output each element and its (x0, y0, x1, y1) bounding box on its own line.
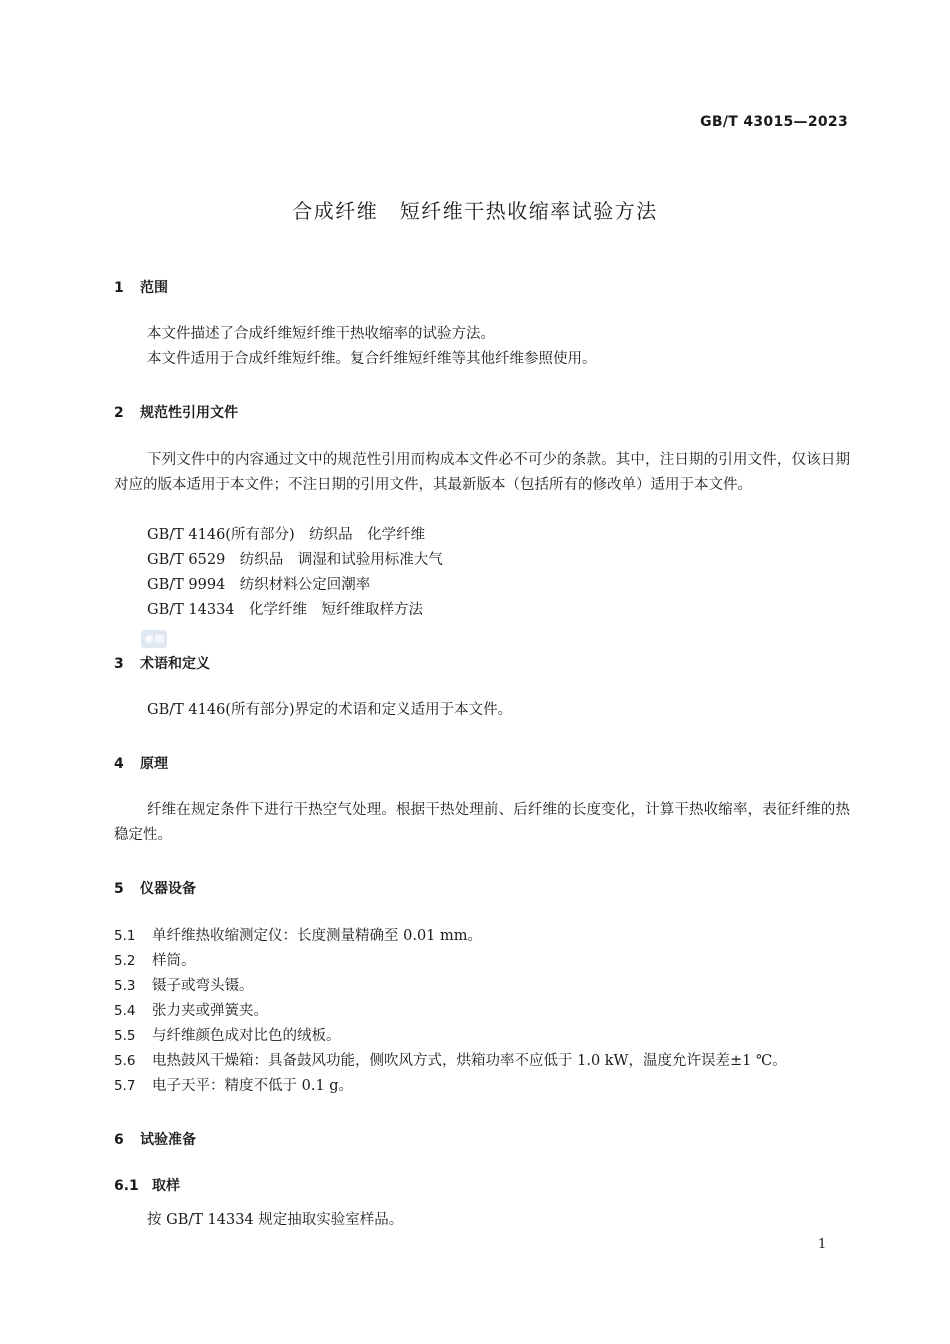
item-text: 张力夹或弹簧夹。 (152, 1003, 268, 1019)
item-number: 5.4 (114, 1003, 136, 1019)
standard-code: GB/T 43015—2023 (700, 114, 848, 130)
subsection-6-1-heading (114, 1175, 180, 1195)
scope-paragraph-1: 本文件描述了合成纤维短纤维干热收缩率的试验方法。 (147, 326, 495, 342)
item-text: 镊子或弯头镊。 (152, 978, 254, 994)
terms-paragraph: GB/T 4146(所有部分)界定的术语和定义适用于本文件。 (147, 702, 513, 718)
section-title: 试验准备 (140, 1132, 196, 1148)
subsection-number: 6.1 (114, 1178, 139, 1194)
item-number: 5.6 (114, 1053, 136, 1069)
section-number: 4 (114, 756, 124, 772)
reference-item: GB/T 4146(所有部分) 纺织品 化学纤维 (147, 527, 426, 543)
item-number: 5.7 (114, 1078, 136, 1094)
section-number: 3 (114, 656, 124, 672)
section-number: 2 (114, 405, 124, 421)
item-number: 5.1 (114, 928, 136, 944)
section-6-heading (114, 1129, 196, 1149)
section-number: 5 (114, 881, 124, 897)
item-number: 5.3 (114, 978, 136, 994)
scope-paragraph-2: 本文件适用于合成纤维短纤维。复合纤维短纤维等其他纤维参照使用。 (147, 351, 597, 367)
section-3-heading (114, 653, 210, 673)
item-text: 电热鼓风干燥箱：具备鼓风功能，侧吹风方式，烘箱功率不应低于 1.0 kW，温度允许误差±1 ℃。 (152, 1053, 787, 1069)
section-5-heading (114, 878, 196, 898)
section-title: 仪器设备 (140, 881, 196, 897)
equipment-item (114, 924, 482, 949)
section-number: 1 (114, 280, 124, 296)
reference-item: GB/T 14334 化学纤维 短纤维取样方法 (147, 602, 424, 618)
subsection-title: 取样 (152, 1178, 180, 1194)
reference-item: GB/T 9994 纺织材料公定回潮率 (147, 577, 371, 593)
equipment-item (114, 1074, 353, 1099)
section-title: 规范性引用文件 (140, 405, 238, 421)
item-number: 5.5 (114, 1028, 136, 1044)
section-1-heading (114, 277, 168, 297)
section-title: 术语和定义 (140, 656, 210, 672)
section-2-heading (114, 402, 238, 422)
equipment-item (114, 1049, 787, 1074)
references-intro: 下列文件中的内容通过文中的规范性引用而构成本文件必不可少的条款。其中，注日期的引用文件，仅该日期对应的版本适用于本文件；不注日期的引用文件，其最新版本（包括所有的修改单）适用于本文件。 (114, 452, 850, 493)
section-number: 6 (114, 1132, 124, 1148)
item-text: 样筒。 (152, 953, 196, 969)
item-text: 单纤维热收缩测定仪：长度测量精确至 0.01 mm。 (152, 928, 483, 944)
reference-item: GB/T 6529 纺织品 调湿和试验用标准大气 (147, 552, 443, 568)
item-text: 与纤维颜色成对比色的绒板。 (152, 1028, 341, 1044)
item-text: 电子天平：精度不低于 0.1 g。 (152, 1078, 354, 1094)
section-4-heading (114, 753, 168, 773)
watermark-logo-icon (141, 630, 167, 648)
section-title: 范围 (140, 280, 168, 296)
section-title: 原理 (140, 756, 168, 772)
sampling-paragraph: 按 GB/T 14334 规定抽取实验室样品。 (147, 1212, 404, 1228)
equipment-item (114, 974, 254, 999)
page-number: 1 (818, 1237, 827, 1252)
equipment-item (114, 949, 196, 974)
principle-paragraph: 纤维在规定条件下进行干热空气处理。根据干热处理前、后纤维的长度变化，计算干热收缩率，表征纤维的热稳定性。 (114, 802, 850, 843)
item-number: 5.2 (114, 953, 136, 969)
document-title: 合成纤维 短纤维干热收缩率试验方法 (292, 199, 658, 223)
equipment-item (114, 1024, 341, 1049)
equipment-item (114, 999, 268, 1024)
